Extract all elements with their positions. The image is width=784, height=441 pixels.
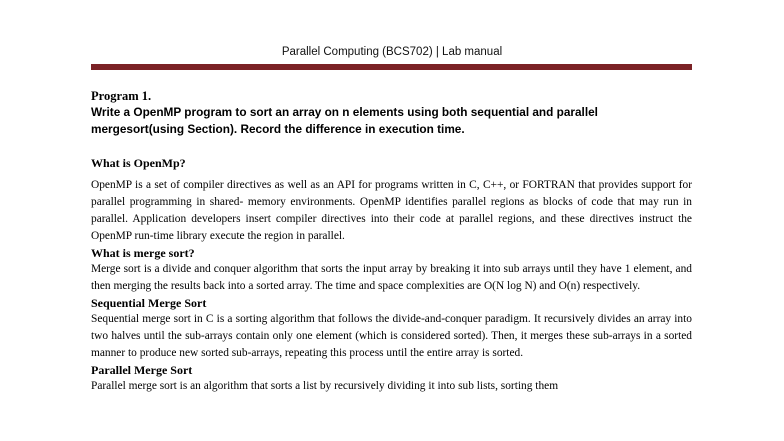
paragraph-parallel-merge-sort: Parallel merge sort is an algorithm that sorts a list by recursively dividing it into sub lists, sorting them [91, 380, 559, 392]
paragraph-merge-sort: Merge sort is a divide and conquer algorithm that sorts the input array by breaking it into sub arrays until they have 1 element, and then merging the results back into a sorted array. The time and space complexities are O(N log N) and O(n) respectively. [91, 263, 692, 292]
heading-what-is-openmp: What is OpenMp? [91, 156, 186, 170]
paragraph-openmp: OpenMP is a set of compiler directives as well as an API for programs written in C, C++, or FORTRAN that provides support for parallel programming in shared- memory environments. OpenMP identifies parallel regions as blocks of code that may run in parallel. Application developers insert compiler directives into their code at parallel regions, and these directives instruct the OpenMP run-time library execute the region in parallel. [91, 179, 692, 242]
program-task: Write a OpenMP program to sort an array on n elements using both sequential and parallel mergesort(using Section). Record the difference in execution time. [91, 105, 598, 136]
heading-sequential-merge-sort: Sequential Merge Sort [91, 296, 207, 310]
heading-parallel-merge-sort: Parallel Merge Sort [91, 363, 193, 377]
paragraph-sequential-merge-sort: Sequential merge sort in C is a sorting algorithm that follows the divide-and-conquer paradigm. It recursively divides an array into two halves until the sub-arrays contain only one element (which is considered sorted). Then, it merges these sub-arrays in a sorted manner to produce new sorted sub-arrays, repeating this process until the entire array is sorted. [91, 313, 692, 359]
header-rule [91, 64, 692, 70]
heading-what-is-merge-sort: What is merge sort? [91, 246, 195, 260]
document-body [91, 84, 692, 395]
program-title: Program 1. [91, 89, 152, 103]
page-header: Parallel Computing (BCS702) | Lab manual [281, 46, 503, 58]
